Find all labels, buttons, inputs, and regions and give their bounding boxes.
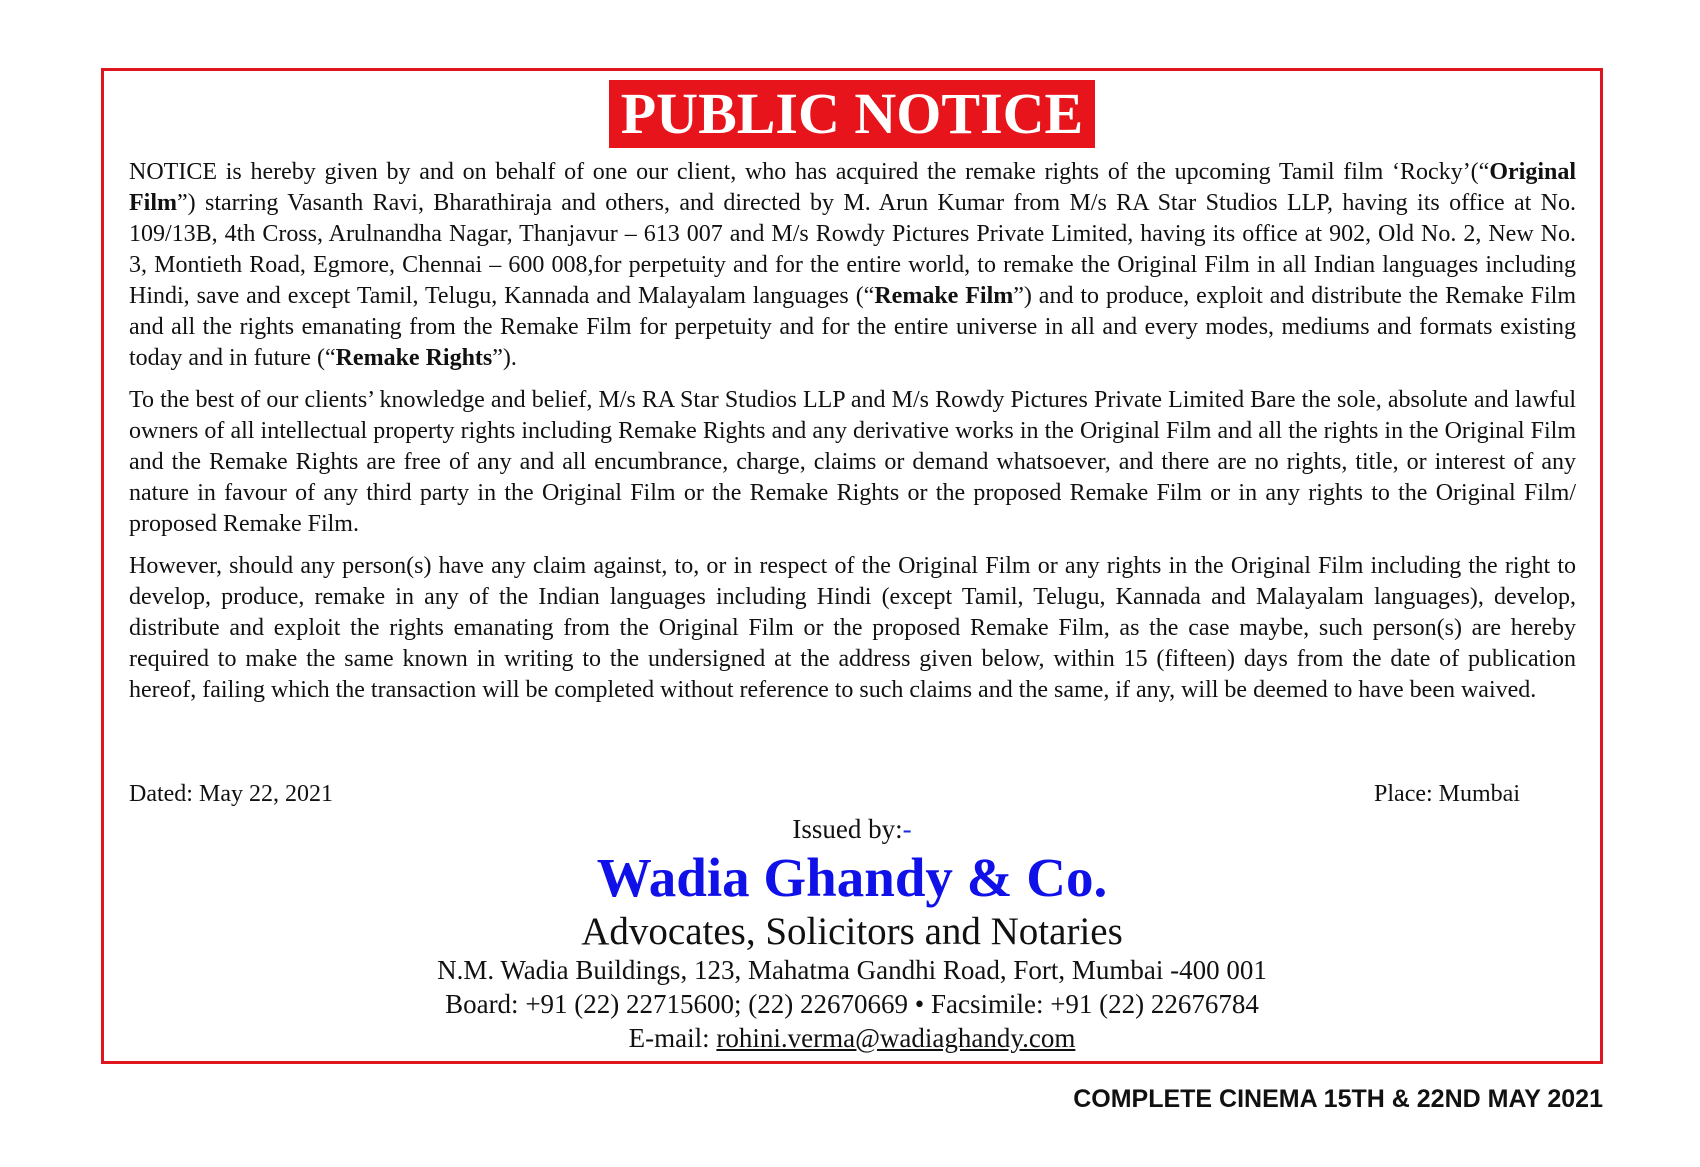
paragraph-1-text-3: ”) and to produce, exploit and distribute the Remake Film and all the rights emanating from the Remake Film for perpetuity and for the entire universe in all and every modes, mediums and formats existing today and in future (“ bbox=[129, 283, 1577, 371]
notice-body bbox=[129, 157, 1576, 717]
notice-frame bbox=[101, 68, 1603, 1064]
firm-name: Wadia Ghandy & Co. bbox=[596, 847, 1108, 908]
term-remake-film: Remake Film bbox=[874, 283, 1014, 309]
paragraph-1-text-2: ”) starring Vasanth Ravi, Bharathiraja and others, and directed by M. Arun Kumar from M/s RA Star Studios LLP, having its office at No. 109/13B, 4th Cross, Arulnandha Nagar, Thanjavur – 613 007 and M/s Rowdy Pictures Private Limited, having its office at 902, Old No. 2, New No. 3, Montieth Road, Egmore, Chennai – 600 008,for perpetuity and for the entire world, to remake the Original Film in all Indian languages including Hindi, save and except Tamil, Telugu, Kannada and Malayalam languages (“ bbox=[129, 190, 1576, 309]
issued-by-label: Issued by: bbox=[792, 814, 903, 844]
paragraph-1-text-4: ”). bbox=[492, 345, 517, 371]
term-original-film: Original Film bbox=[129, 159, 1576, 216]
firm-contact: Board: +91 (22) 22715600; (22) 22670669 • Facsimile: +91 (22) 22676784 bbox=[445, 989, 1259, 1019]
email-label: E-mail: bbox=[628, 1023, 717, 1053]
page-title: PUBLIC NOTICE bbox=[609, 80, 1095, 148]
place-line: Place: Mumbai bbox=[1374, 781, 1520, 807]
firm-subtitle: Advocates, Solicitors and Notaries bbox=[581, 910, 1123, 953]
paragraph-2: To the best of our clients’ knowledge and belief, M/s RA Star Studios LLP and M/s Rowdy Pictures Private Limited Bare the sole, absolute and lawful owners of all intellectual property rights including Remake Rights and any derivative works in the Original Film and all the rights in the Original Film and the Remake Rights are free of any and all encumbrance, charge, claims or demand whatsoever, and there are no rights, title, or interest of any nature in favour of any third party in the Original Film or the Remake Rights or the proposed Remake Film or in any rights to the Original Film/ proposed Remake Film. bbox=[129, 387, 1576, 537]
paragraph-1-text-1: NOTICE is hereby given by and on behalf of one our client, who has acquired the remake rights of the upcoming Tamil film ‘Rocky’(“ bbox=[129, 159, 1490, 185]
paragraph-3: However, should any person(s) have any claim against, to, or in respect of the Original Film or any rights in the Original Film including the right to develop, produce, remake in any of the Indian languages including Hindi (except Tamil, Telugu, Kannada and Malayalam languages), develop, distribute and exploit the rights emanating from the Original Film or the proposed Remake Film, as the case maybe, such person(s) are hereby required to make the same known in writing to the undersigned at the address given below, within 15 (fifteen) days from the date of publication hereof, failing which the transaction will be completed without reference to such claims and the same, if any, will be deemed to have been waived. bbox=[129, 553, 1576, 703]
dated-line: Dated: May 22, 2021 bbox=[129, 781, 333, 807]
term-remake-rights: Remake Rights bbox=[335, 345, 493, 371]
email-link[interactable]: rohini.verma@wadiaghandy.com bbox=[716, 1023, 1076, 1053]
paragraph-1 bbox=[129, 157, 1576, 374]
publication-footer: COMPLETE CINEMA 15TH & 22ND MAY 2021 bbox=[1073, 1085, 1603, 1113]
title-wrap bbox=[104, 80, 1600, 148]
issued-by-dash: - bbox=[902, 814, 912, 844]
firm-address: N.M. Wadia Buildings, 123, Mahatma Gandhi Road, Fort, Mumbai -400 001 bbox=[437, 955, 1267, 985]
firm-email bbox=[104, 1021, 1600, 1055]
issued-by bbox=[104, 812, 1600, 846]
